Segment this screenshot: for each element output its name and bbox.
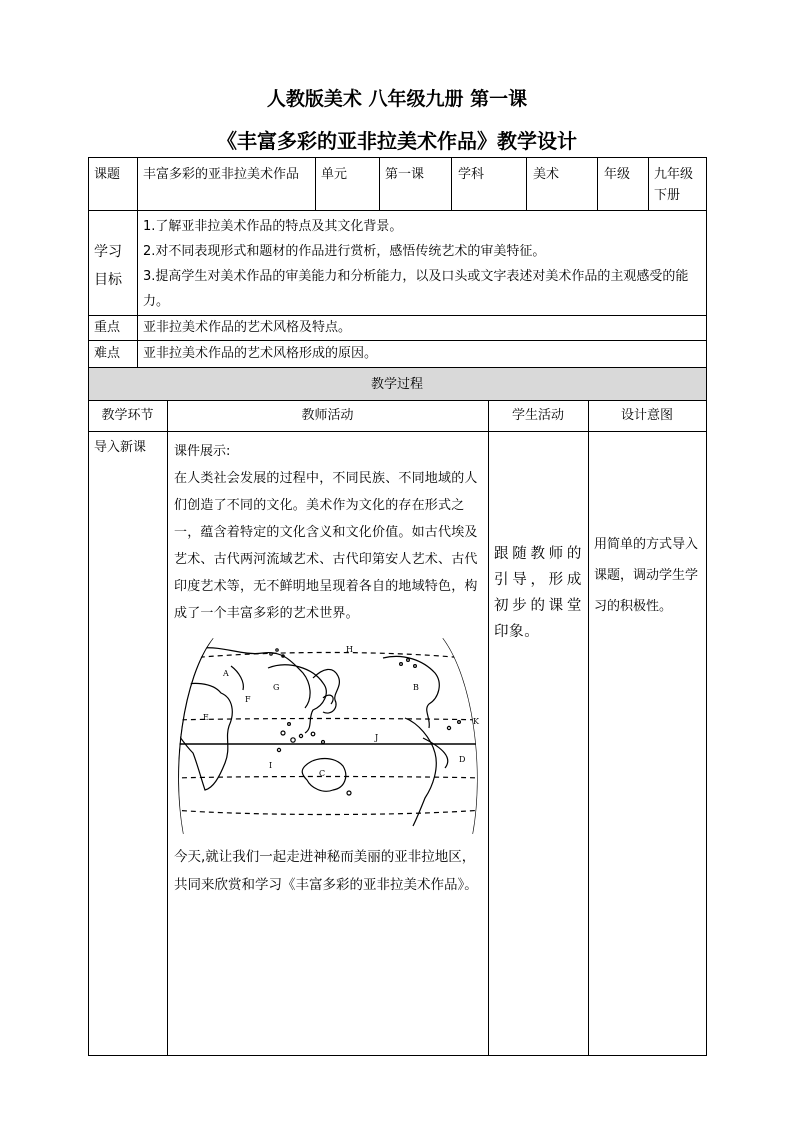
- teacher-paragraph: 在人类社会发展的过程中，不同民族、不同地域的人们创造了不同的文化。美术作为文化的存在形式之一，蕴含着特定的文化含义和文化价值。如古代埃及艺术、古代两河流域艺术、古代印第安人艺术、古代印度艺术等，无不鲜明地呈现着各自的地域特色，构成了一个丰富多彩的艺术世界。: [174, 471, 478, 621]
- column-header-student: 学生活动: [511, 408, 564, 423]
- column-header-stage: 教学环节: [101, 408, 154, 423]
- map-label-j: J: [375, 733, 379, 742]
- difficulty-value: 亚非拉美术作品的艺术风格形成的原因。: [143, 346, 378, 361]
- grade-value: 九年级下册: [654, 167, 694, 203]
- subject-label: 学科: [458, 167, 485, 182]
- unit-label: 单元: [321, 167, 348, 182]
- world-map-image: [173, 638, 483, 834]
- map-label-b: B: [413, 683, 419, 692]
- map-label-i: I: [269, 761, 273, 770]
- grade-label: 年级: [604, 167, 631, 182]
- map-label-d: D: [459, 755, 466, 764]
- unit-value: 第一课: [385, 167, 425, 182]
- map-label-h: H: [346, 645, 353, 654]
- teacher-activity: [174, 438, 484, 627]
- subject-value: 美术: [533, 167, 560, 182]
- teacher-heading: 课件展示:: [174, 444, 231, 459]
- difficulty-label: 难点: [94, 346, 121, 361]
- teacher-closing: 今天,就让我们一起走进神秘而美丽的亚非拉地区，共同来欣赏和学习《丰富多彩的亚非拉美术作品》。: [174, 849, 478, 893]
- page-title: 人教版美术 八年级九册 第一课: [266, 88, 528, 110]
- design-intent: 用简单的方式导入课题，调动学生学习的积极性。: [594, 537, 699, 614]
- key-point-label: 重点: [94, 320, 121, 335]
- objectives-label: 学习目标: [94, 244, 122, 288]
- map-label-a: A: [223, 669, 229, 678]
- objectives-list: [143, 214, 701, 314]
- objective-item: 2.对不同表现形式和题材的作品进行赏析，感悟传统艺术的审美特征。: [143, 244, 546, 259]
- topic-label: 课题: [94, 167, 121, 182]
- map-label-e: E: [203, 713, 209, 722]
- process-header: 教学过程: [370, 377, 423, 392]
- map-label-f: F: [245, 695, 251, 704]
- key-point-value: 亚非拉美术作品的艺术风格及特点。: [143, 320, 352, 335]
- page-subtitle: 《丰富多彩的亚非拉美术作品》教学设计: [217, 129, 577, 153]
- objective-item: 1.了解亚非拉美术作品的特点及其文化背景。: [143, 219, 403, 234]
- map-label-c: C: [319, 769, 326, 778]
- column-header-teacher: 教师活动: [301, 408, 354, 423]
- map-label-g: G: [273, 683, 280, 692]
- column-header-intent: 设计意图: [620, 408, 673, 423]
- map-label-k: K: [473, 717, 479, 726]
- student-activity: 跟随教师的引导，形成初步的课堂印象。: [494, 546, 582, 640]
- stage-intro: 导入新课: [94, 440, 147, 455]
- topic-value: 丰富多彩的亚非拉美术作品: [143, 167, 300, 182]
- objective-item: 3.提高学生对美术作品的审美能力和分析能力，以及口头或文字表述对美术作品的主观感受的能力。: [143, 269, 689, 309]
